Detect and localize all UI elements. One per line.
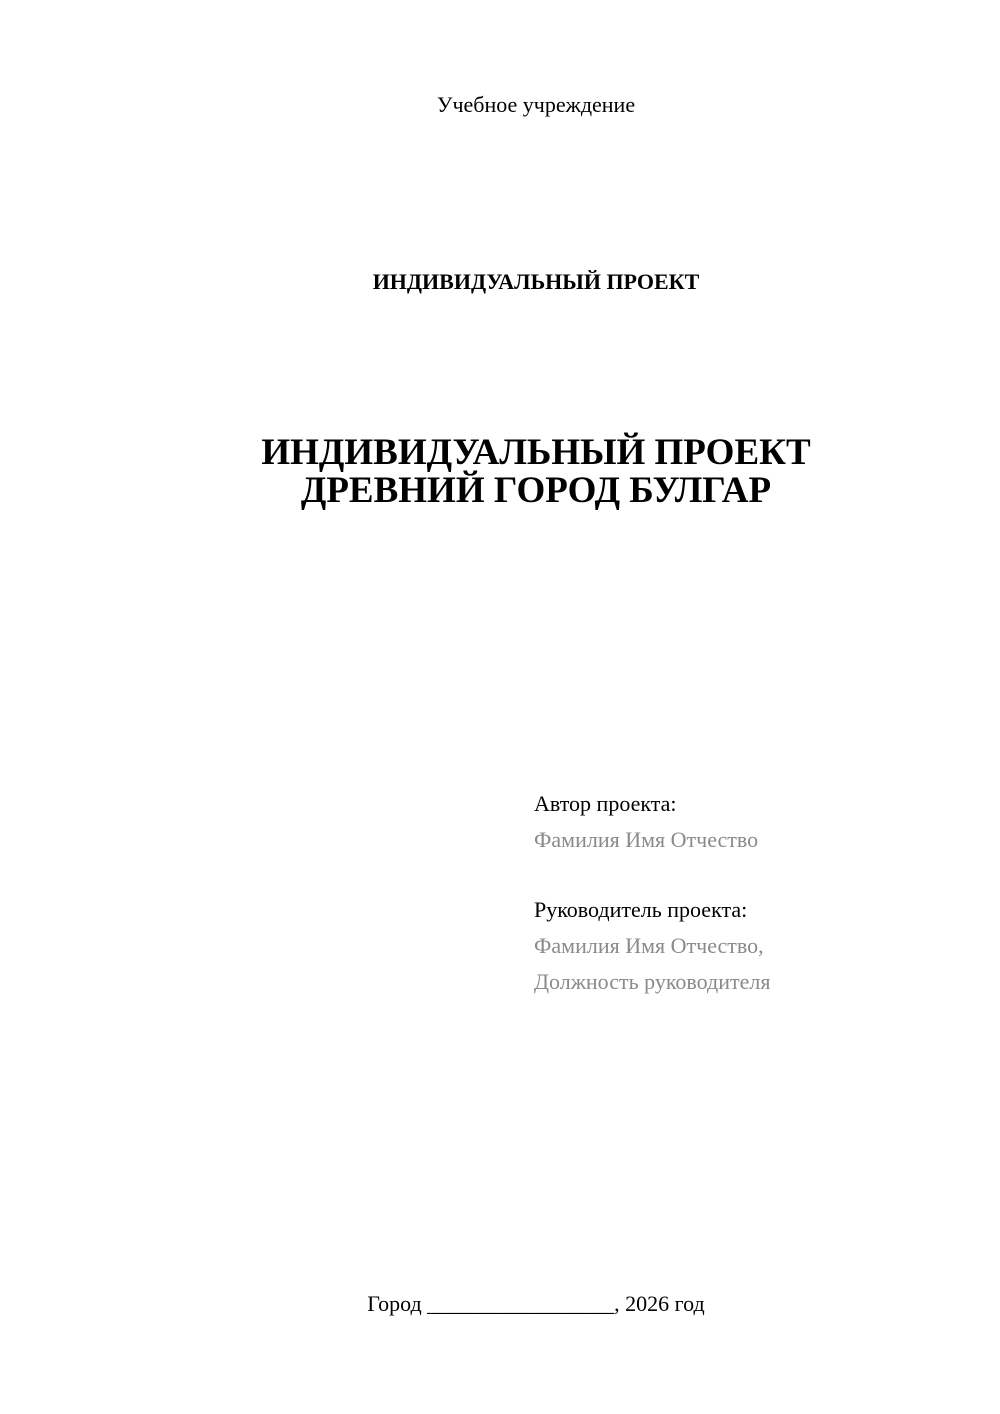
document-type: ИНДИВИДУАЛЬНЫЙ ПРОЕКТ xyxy=(372,269,700,294)
project-title xyxy=(0,434,1000,510)
project-info xyxy=(534,786,974,1000)
project-title-line-2: ДРЕВНИЙ ГОРОД БУЛГАР xyxy=(300,470,772,511)
city-year-line: Город _________________, 2026 год xyxy=(367,1291,705,1316)
spacer xyxy=(534,858,974,892)
author-name: Фамилия Имя Отчество xyxy=(534,827,759,852)
supervisor-name: Фамилия Имя Отчество, xyxy=(534,933,764,958)
author-label: Автор проекта: xyxy=(534,791,677,816)
project-title-line-1: ИНДИВИДУАЛЬНЫЙ ПРОЕКТ xyxy=(261,432,811,473)
supervisor-position: Должность руководителя xyxy=(534,969,771,994)
supervisor-label: Руководитель проекта: xyxy=(534,897,748,922)
institution-name: Учебное учреждение xyxy=(436,92,636,117)
